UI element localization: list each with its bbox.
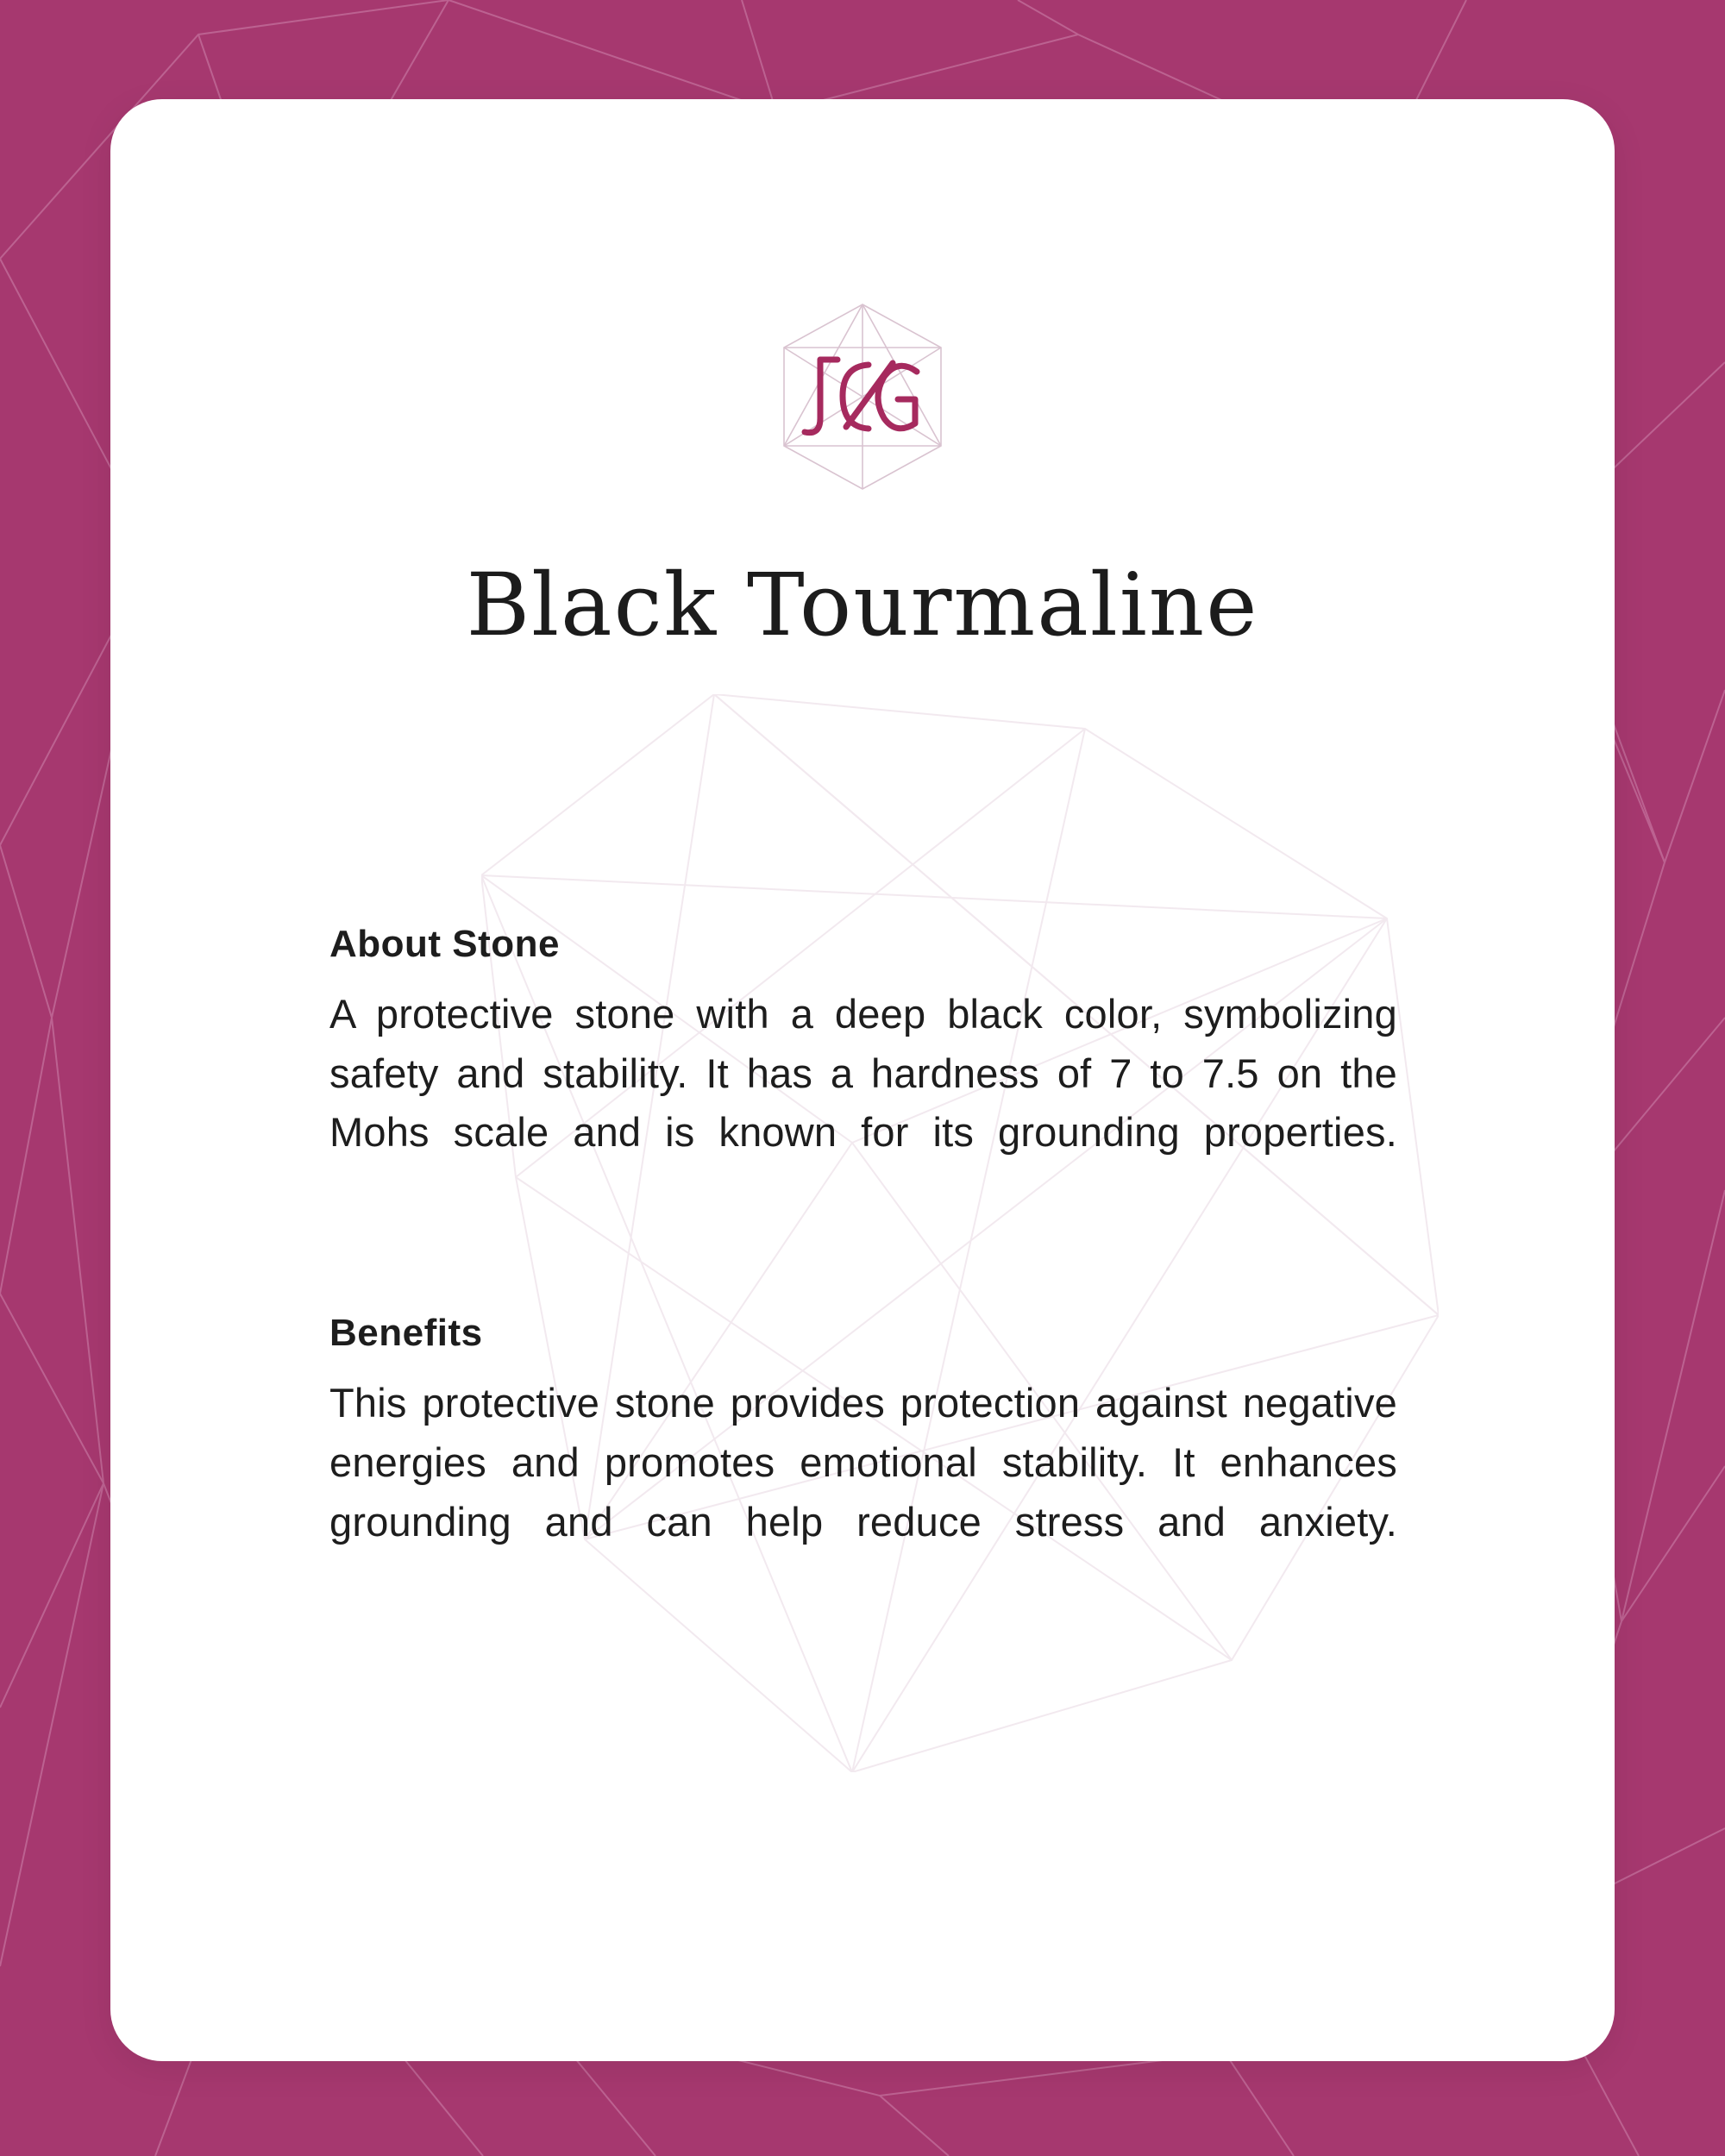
section-heading-about-stone: About Stone <box>329 923 561 965</box>
section-text-about-stone: A protective stone with a deep black color, symbolizing safety and stability. It has a hardness of 7 to 7.5 on the Mohs scale and is known for its grounding properties. <box>329 991 1397 1156</box>
section-heading-benefits: Benefits <box>329 1312 483 1355</box>
section-text-benefits: This protective stone provides protection against negative energies and promotes emotional stability. It enhances grounding and can help reduce stress and anxiety. <box>329 1380 1397 1545</box>
content-body <box>329 923 1397 1611</box>
page-title: Black Tourmaline <box>466 555 1259 655</box>
jcg-monogram-logo <box>763 298 962 496</box>
content-card <box>110 99 1615 2061</box>
section-benefits <box>329 1312 1397 1610</box>
section-about-stone <box>329 923 1397 1221</box>
